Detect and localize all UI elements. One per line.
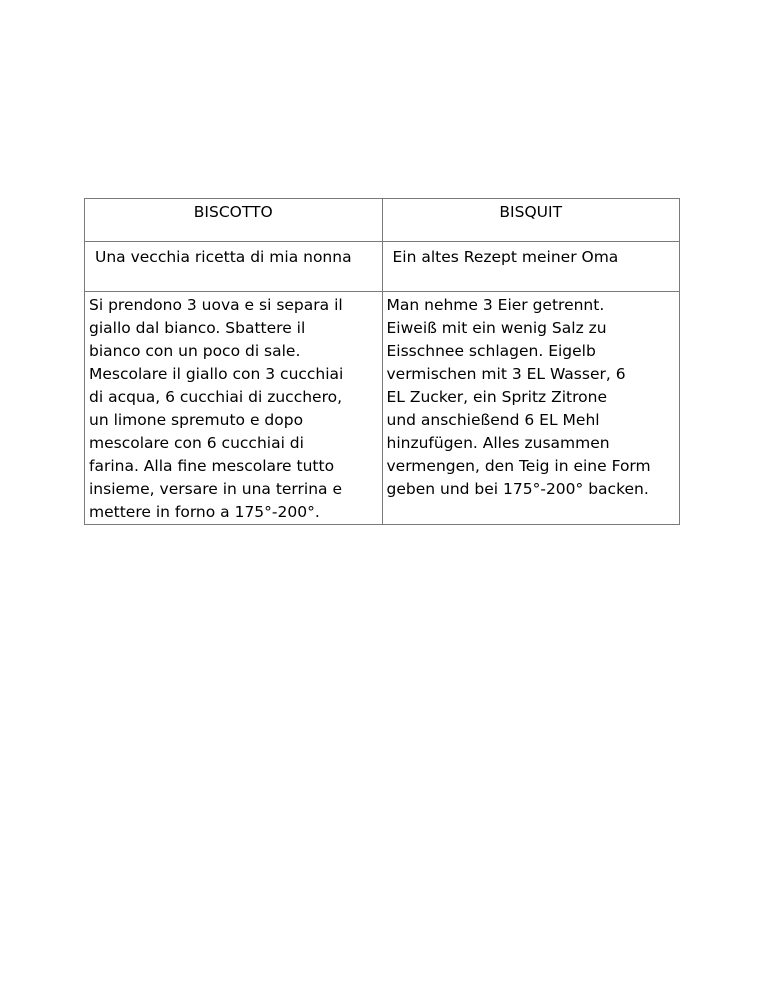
recipe-line: und anschießend 6 EL Mehl [386,411,600,429]
recipe-german [382,292,680,525]
recipe-line: farina. Alla fine mescolare tutto [89,457,335,475]
recipe-line: hinzufügen. Alles zusammen [386,434,610,452]
recipe-line: vermischen mit 3 EL Wasser, 6 [386,365,626,383]
header-german: BISQUIT [382,199,680,242]
recipe-line: EL Zucker, ein Spritz Zitrone [386,388,607,406]
recipe-line: di acqua, 6 cucchiai di zucchero, [89,388,343,406]
recipe-line: giallo dal bianco. Sbattere il [89,319,306,337]
header-italian: BISCOTTO [85,199,383,242]
recipe-line: geben und bei 175°-200° backen. [386,480,649,498]
recipe-line: bianco con un poco di sale. [89,342,301,360]
subtitle-italian: Una vecchia ricetta di mia nonna [85,242,383,292]
recipe-line: insieme, versare in una terrina e [89,480,342,498]
recipe-italian [85,292,383,525]
recipe-row [85,292,680,525]
subtitle-row [85,242,680,292]
recipe-line: Eiweiß mit ein wenig Salz zu [386,319,607,337]
recipe-line: Si prendono 3 uova e si separa il [89,296,343,314]
header-row [85,199,680,242]
recipe-line: un limone spremuto e dopo [89,411,304,429]
recipe-line: Mescolare il giallo con 3 cucchiai [89,365,344,383]
subtitle-german: Ein altes Rezept meiner Oma [382,242,680,292]
recipe-line: Man nehme 3 Eier getrennt. [386,296,605,314]
recipe-line: mescolare con 6 cucchiai di [89,434,304,452]
recipe-line: mettere in forno a 175°-200°. [89,503,320,521]
recipe-table [84,198,680,525]
recipe-line: Eisschnee schlagen. Eigelb [386,342,596,360]
recipe-line: vermengen, den Teig in eine Form [386,457,651,475]
